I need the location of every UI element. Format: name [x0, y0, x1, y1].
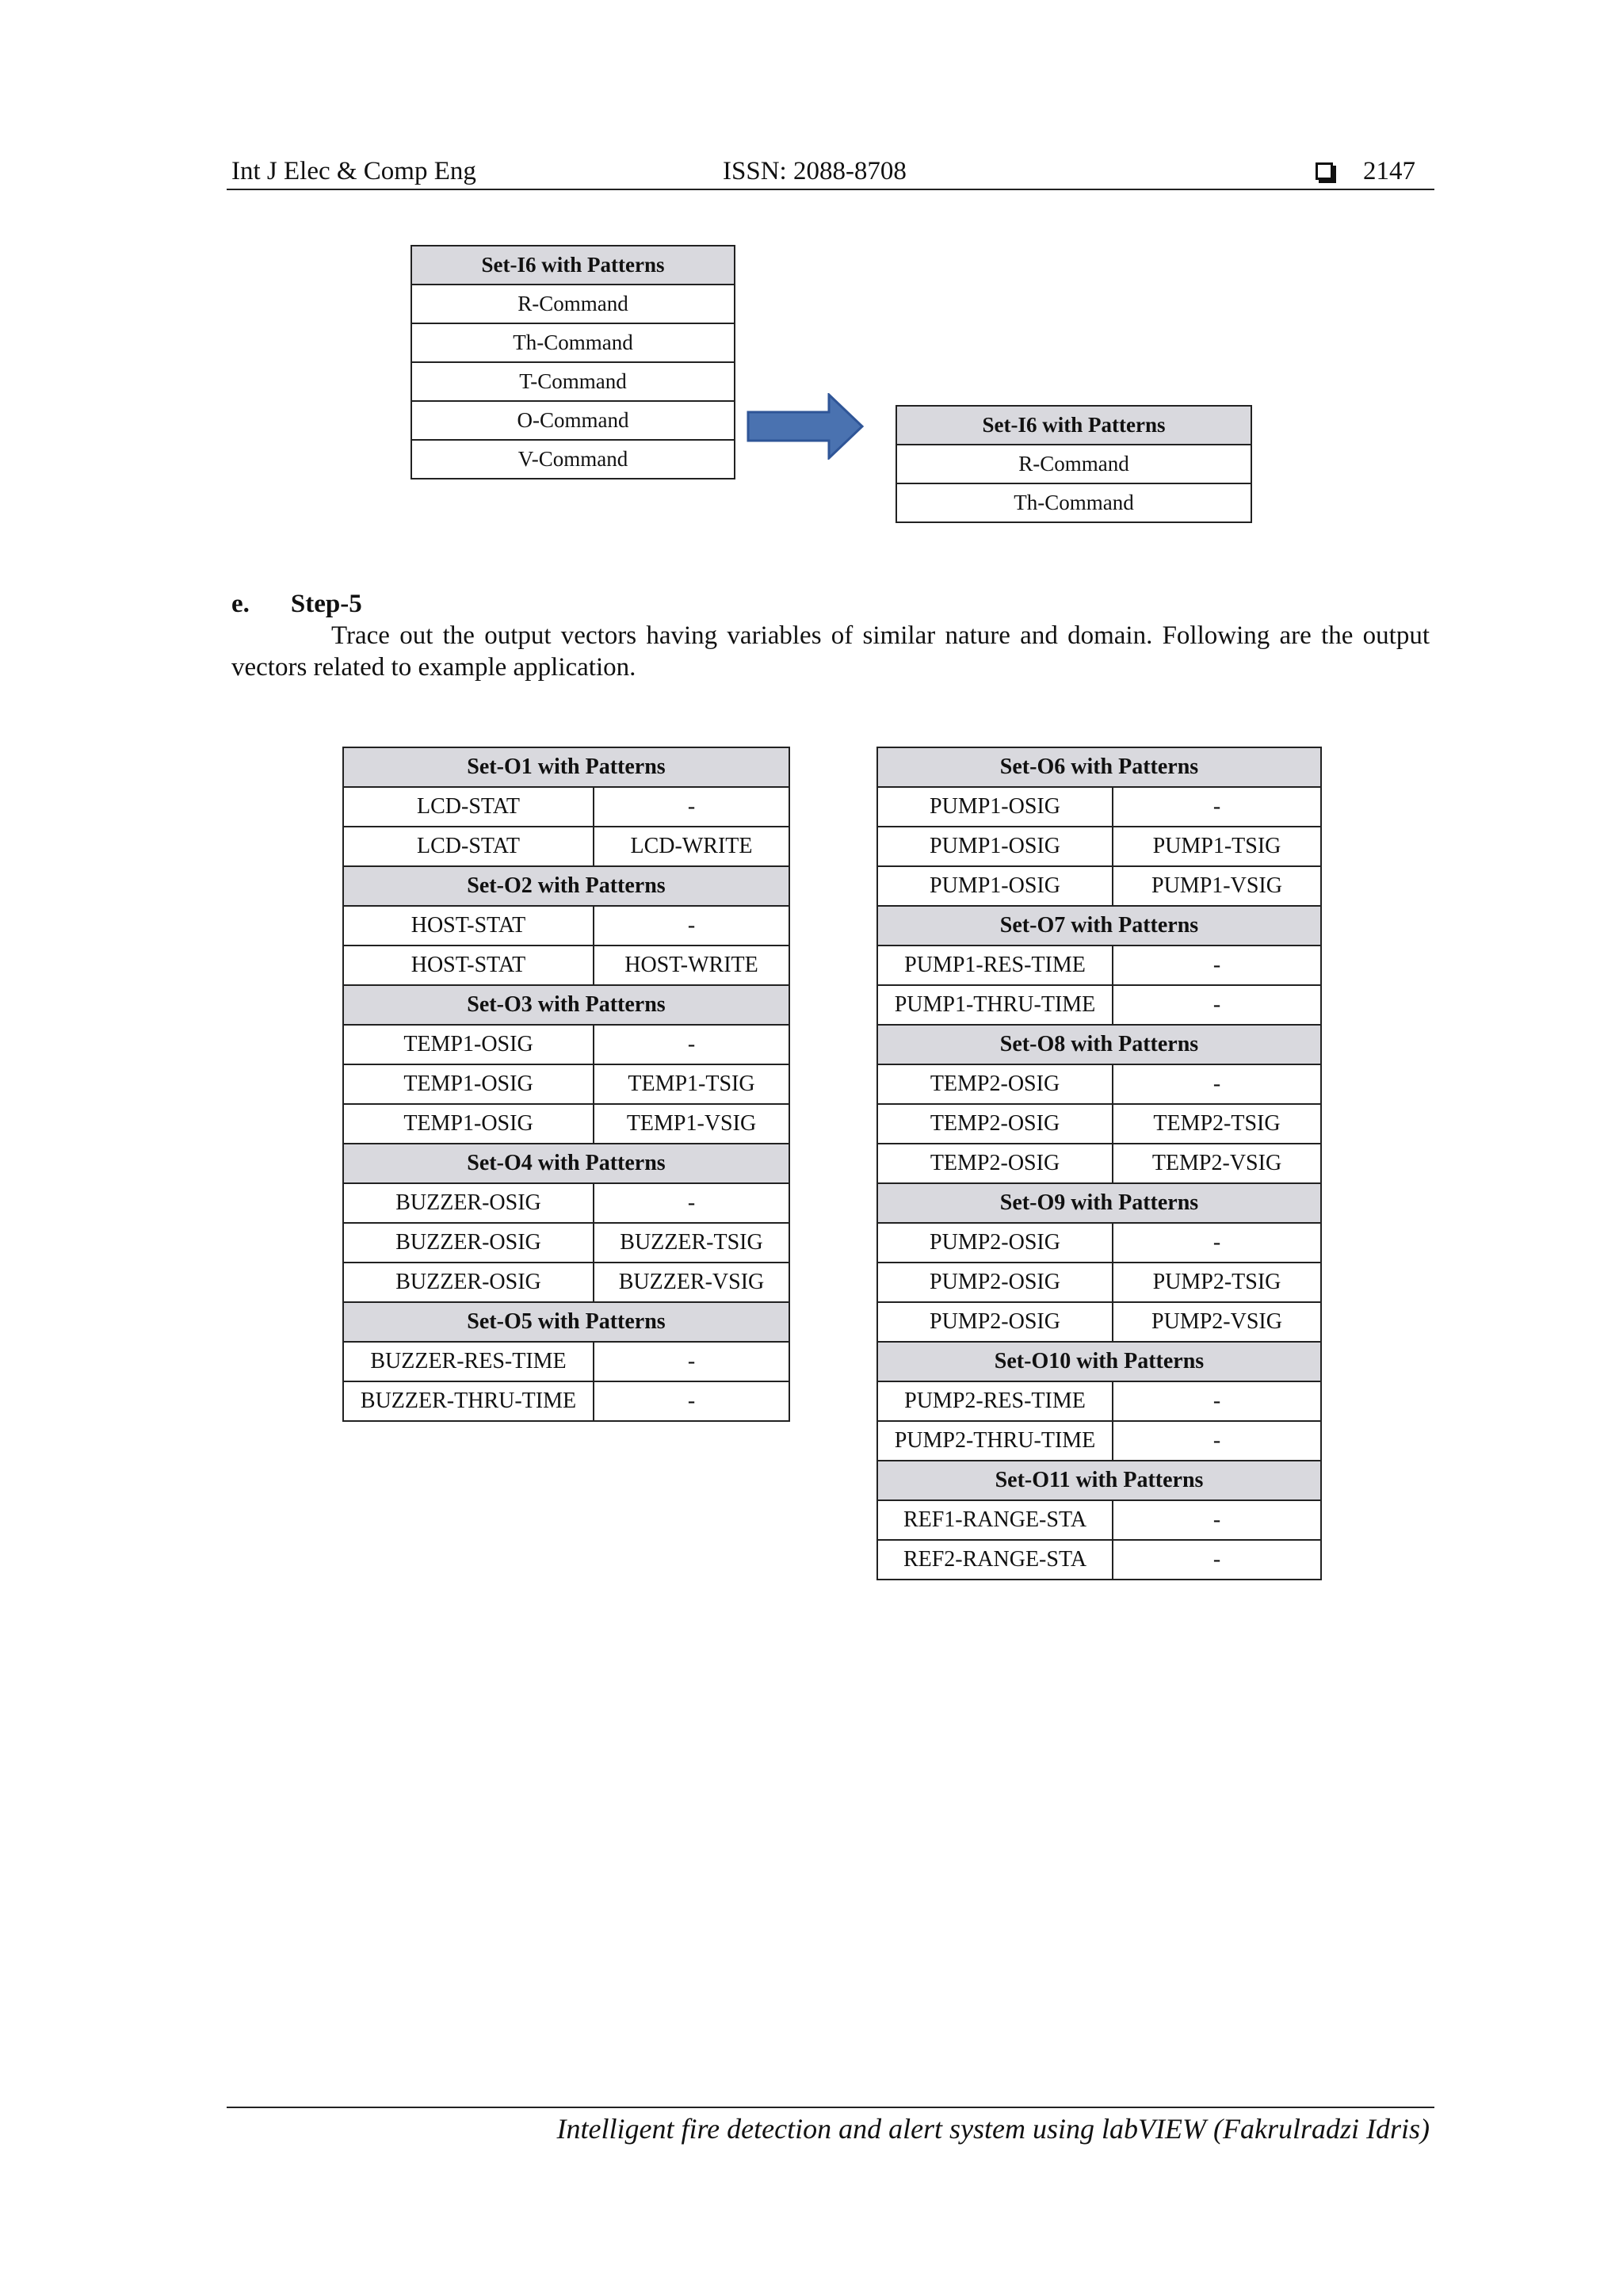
table-cell: TEMP2-VSIG [1113, 1144, 1321, 1183]
table-cell: BUZZER-OSIG [343, 1223, 594, 1263]
table-cell: Th-Command [411, 323, 735, 362]
table-cell: TEMP1-OSIG [343, 1025, 594, 1064]
table-cell: PUMP1-OSIG [877, 827, 1113, 866]
table-header: Set-O10 with Patterns [877, 1342, 1321, 1381]
table-cell: - [1113, 1500, 1321, 1540]
table-cell: HOST-WRITE [594, 946, 789, 985]
table-cell: - [1113, 946, 1321, 985]
table-cell: BUZZER-TSIG [594, 1223, 789, 1263]
table-cell: PUMP1-OSIG [877, 866, 1113, 906]
table-header: Set-O5 with Patterns [343, 1302, 789, 1342]
table-cell: - [1113, 1421, 1321, 1461]
table-cell: TEMP2-TSIG [1113, 1104, 1321, 1144]
table-header: Set-O4 with Patterns [343, 1144, 789, 1183]
table-header: Set-O8 with Patterns [877, 1025, 1321, 1064]
table-cell: V-Command [411, 440, 735, 479]
table-cell: PUMP2-RES-TIME [877, 1381, 1113, 1421]
header-rule [227, 189, 1434, 190]
table-cell: LCD-STAT [343, 827, 594, 866]
table-cell: - [1113, 1540, 1321, 1580]
table-cell: - [1113, 1223, 1321, 1263]
table-cell: PUMP2-OSIG [877, 1263, 1113, 1302]
table-cell: REF2-RANGE-STA [877, 1540, 1113, 1580]
table-cell: - [594, 787, 789, 827]
table-cell: - [1113, 985, 1321, 1025]
table-cell: TEMP2-OSIG [877, 1104, 1113, 1144]
footer-rule [227, 2107, 1434, 2108]
table-cell: PUMP2-OSIG [877, 1223, 1113, 1263]
table-cell: PUMP1-TSIG [1113, 827, 1321, 866]
square-box-icon [1316, 162, 1333, 180]
table-cell: TEMP2-OSIG [877, 1144, 1113, 1183]
table-cell: - [594, 1025, 789, 1064]
table-cell: R-Command [411, 285, 735, 323]
set-i6-table-full [411, 245, 735, 479]
table-cell: PUMP1-VSIG [1113, 866, 1321, 906]
table-cell: BUZZER-OSIG [343, 1263, 594, 1302]
table-cell: HOST-STAT [343, 906, 594, 946]
table-cell: TEMP1-OSIG [343, 1104, 594, 1144]
table-cell: - [1113, 1064, 1321, 1104]
table-cell: LCD-WRITE [594, 827, 789, 866]
table-cell: - [1113, 1381, 1321, 1421]
issn: ISSN: 2088-8708 [723, 157, 907, 185]
output-sets-left-table [342, 747, 790, 1422]
table-header: Set-O2 with Patterns [343, 866, 789, 906]
table-cell: T-Command [411, 362, 735, 401]
table-cell: BUZZER-THRU-TIME [343, 1381, 594, 1421]
body-paragraph: Trace out the output vectors having variables of similar nature and domain. Following are the output vectors related to example application. [231, 621, 1430, 682]
footer-title: Intelligent fire detection and alert system using labVIEW (Fakrulradzi Idris) [556, 2113, 1430, 2145]
table-cell: Th-Command [896, 483, 1251, 522]
table-cell: TEMP2-OSIG [877, 1064, 1113, 1104]
table-header: Set-I6 with Patterns [411, 246, 735, 285]
table-cell: TEMP1-TSIG [594, 1064, 789, 1104]
table-cell: O-Command [411, 401, 735, 440]
section-title: Step-5 [290, 590, 362, 618]
table-cell: - [594, 1183, 789, 1223]
table-cell: TEMP1-OSIG [343, 1064, 594, 1104]
table-cell: - [594, 1381, 789, 1421]
table-header: Set-O9 with Patterns [877, 1183, 1321, 1223]
right-arrow-icon [747, 393, 865, 460]
table-header: Set-O11 with Patterns [877, 1461, 1321, 1500]
table-header: Set-O3 with Patterns [343, 985, 789, 1025]
journal-name: Int J Elec & Comp Eng [231, 157, 476, 185]
table-cell: PUMP1-OSIG [877, 787, 1113, 827]
table-cell: REF1-RANGE-STA [877, 1500, 1113, 1540]
table-cell: R-Command [896, 445, 1251, 483]
output-sets-right-table [876, 747, 1322, 1580]
table-cell: - [594, 1342, 789, 1381]
table-cell: BUZZER-RES-TIME [343, 1342, 594, 1381]
section-label: e. [231, 590, 250, 618]
set-i6-table-reduced [896, 405, 1252, 523]
table-cell: PUMP2-OSIG [877, 1302, 1113, 1342]
table-cell: LCD-STAT [343, 787, 594, 827]
table-cell: BUZZER-OSIG [343, 1183, 594, 1223]
table-header: Set-O6 with Patterns [877, 747, 1321, 787]
table-cell: PUMP2-TSIG [1113, 1263, 1321, 1302]
table-header: Set-I6 with Patterns [896, 406, 1251, 445]
table-cell: HOST-STAT [343, 946, 594, 985]
table-cell: BUZZER-VSIG [594, 1263, 789, 1302]
table-cell: PUMP2-THRU-TIME [877, 1421, 1113, 1461]
table-cell: PUMP1-THRU-TIME [877, 985, 1113, 1025]
table-cell: TEMP1-VSIG [594, 1104, 789, 1144]
table-cell: PUMP2-VSIG [1113, 1302, 1321, 1342]
page-number-group [1316, 155, 1415, 187]
table-cell: - [1113, 787, 1321, 827]
table-header: Set-O7 with Patterns [877, 906, 1321, 946]
table-cell: PUMP1-RES-TIME [877, 946, 1113, 985]
section-heading [231, 588, 362, 620]
page-number: 2147 [1363, 157, 1415, 185]
table-header: Set-O1 with Patterns [343, 747, 789, 787]
table-cell: - [594, 906, 789, 946]
